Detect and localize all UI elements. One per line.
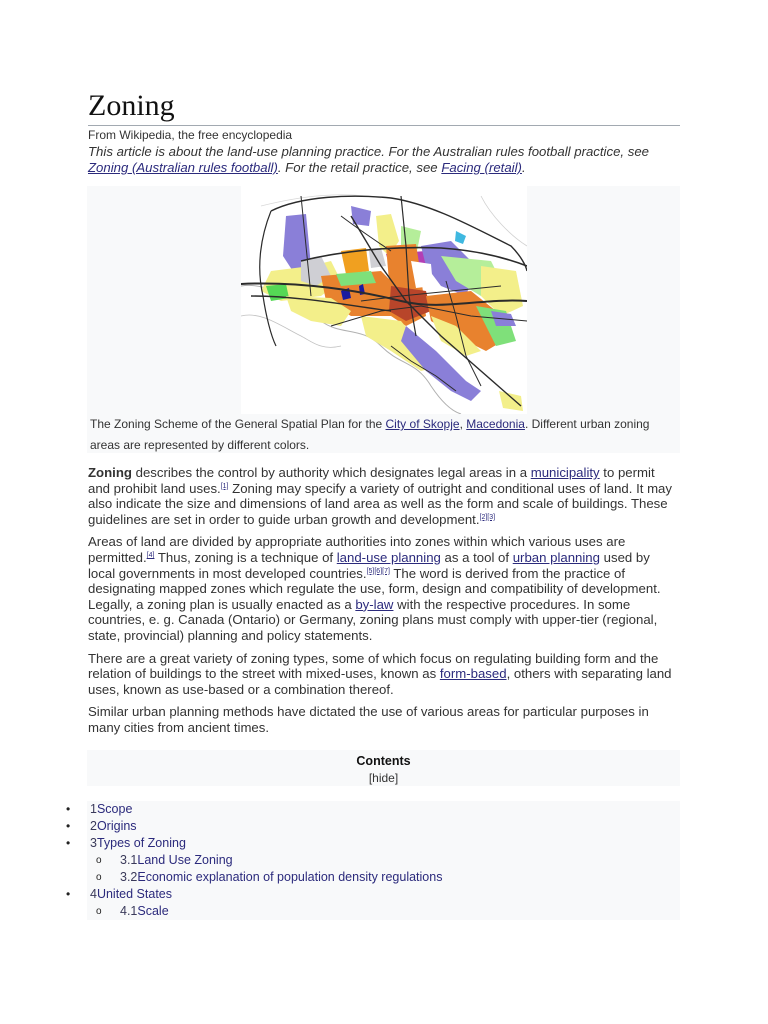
hatnote-text: . For the retail practice, see bbox=[277, 160, 442, 175]
toc-link[interactable]: United States bbox=[96, 887, 172, 901]
bullet-icon: • bbox=[66, 887, 71, 901]
paragraph-text: There are a great variety of zoning types, some of which focus on regulating building form and the relation of buildings to the street with mixed-uses, known as bbox=[88, 650, 659, 682]
toc-number: 4 bbox=[90, 887, 97, 901]
page-title: Zoning bbox=[88, 88, 680, 126]
reference-1[interactable]: [1] bbox=[220, 482, 229, 490]
caption-text: . Different urban zoning areas are represented by different colors. bbox=[90, 417, 650, 452]
toc-item-scope[interactable] bbox=[0, 801, 768, 818]
toc-number: 3 bbox=[90, 836, 97, 850]
paragraph-text: The word is derived from the practice of designating mapped zones which regulate the use, form, design and compatibility of development. Legally, a zoning plan is usually enacted as a bbox=[88, 565, 661, 612]
caption-text: The Zoning Scheme of the General Spatial Plan for the bbox=[90, 417, 386, 431]
bold-term: Zoning bbox=[88, 465, 132, 480]
toc-number: 1 bbox=[90, 802, 97, 816]
paragraph-text: Zoning may specify a variety of outright and conditional uses of land. It may also indicate the size and dimensions of land area as well as the form and scale of buildings. These guidelines are set in order to guide urban growth and development. bbox=[88, 480, 672, 527]
table-of-contents bbox=[0, 801, 768, 920]
reference-4[interactable]: [4] bbox=[146, 551, 155, 559]
hatnote-text: This article is about the land-use planning practice. For the Australian rules football practice, see bbox=[88, 144, 650, 159]
toc-item-types-of-zoning[interactable] bbox=[0, 835, 768, 852]
link-macedonia[interactable]: Macedonia bbox=[466, 417, 525, 431]
paragraph-text: to permit and prohibit land uses. bbox=[88, 465, 655, 496]
paragraph-intro bbox=[88, 465, 680, 527]
toc-item-united-states[interactable] bbox=[0, 886, 768, 903]
paragraph-text: as a tool of bbox=[440, 549, 513, 565]
paragraph-text: Similar urban planning methods have dictated the use of various areas for particular purposes in many cities from ancient times. bbox=[88, 704, 649, 735]
hatnote-text: . bbox=[521, 160, 526, 175]
toc-header bbox=[87, 750, 680, 786]
hatnote bbox=[88, 144, 680, 176]
toc-link[interactable]: Economic explanation of population density regulations bbox=[137, 870, 443, 884]
toc-item-origins[interactable] bbox=[0, 818, 768, 835]
reference-2[interactable]: [2] bbox=[479, 513, 488, 521]
link-city-of-skopje[interactable]: City of Skopje bbox=[385, 417, 460, 431]
paragraph-text: used by local governments in most developed countries. bbox=[88, 549, 650, 581]
zoning-map-image[interactable] bbox=[241, 186, 527, 414]
toc-link[interactable]: Land Use Zoning bbox=[137, 853, 233, 867]
toc-link[interactable]: Origins bbox=[96, 819, 137, 833]
article bbox=[88, 88, 680, 786]
paragraph-history bbox=[88, 704, 680, 735]
toc-number: 4.1 bbox=[120, 904, 138, 918]
caption-text: , bbox=[459, 417, 467, 431]
bullet-icon: • bbox=[66, 819, 71, 833]
skopje-zoning-map-icon bbox=[241, 186, 527, 414]
circle-bullet-icon: o bbox=[96, 906, 102, 917]
toc-item-scale[interactable] bbox=[0, 903, 768, 920]
toc-title: Contents bbox=[356, 753, 411, 768]
toc-number: 3.2 bbox=[120, 870, 138, 884]
paragraph-text: Thus, zoning is a technique of bbox=[154, 549, 337, 565]
link-by-law[interactable]: by-law bbox=[355, 596, 394, 612]
link-form-based[interactable]: form-based bbox=[439, 666, 507, 682]
circle-bullet-icon: o bbox=[96, 872, 102, 883]
figure-thumbnail bbox=[87, 186, 680, 453]
toc-item-economic-explanation[interactable] bbox=[0, 869, 768, 886]
toc-number: 2 bbox=[90, 819, 97, 833]
bullet-icon: • bbox=[66, 836, 71, 850]
reference-3[interactable]: [3] bbox=[487, 513, 496, 521]
link-urban-planning[interactable]: urban planning bbox=[512, 549, 600, 565]
reference-7[interactable]: [7] bbox=[382, 567, 390, 575]
paragraph-areas bbox=[88, 534, 680, 643]
paragraph-text: , others with separating land uses, known as use-based or a combination thereof. bbox=[88, 666, 672, 697]
toc-link[interactable]: Scope bbox=[96, 802, 133, 816]
figure-caption bbox=[90, 414, 670, 456]
toc-hide-toggle[interactable]: [hide] bbox=[368, 770, 399, 785]
circle-bullet-icon: o bbox=[96, 855, 102, 866]
paragraph-text: describes the control by authority which designates legal areas in a bbox=[131, 465, 531, 480]
link-municipality[interactable]: municipality bbox=[530, 465, 600, 480]
paragraph-text: with the respective procedures. In some countries, e. g. Canada (Ontario) or Germany, zoning plans must comply with upper-tier (regional, state, provincial) planning and policy statements. bbox=[88, 596, 658, 643]
reference-5[interactable]: [5] bbox=[366, 567, 375, 575]
site-tagline: From Wikipedia, the free encyclopedia bbox=[88, 128, 293, 142]
paragraph-types bbox=[88, 651, 680, 698]
link-facing-retail[interactable]: Facing (retail) bbox=[441, 160, 522, 175]
link-land-use-planning[interactable]: land-use planning bbox=[336, 549, 441, 565]
toc-item-land-use-zoning[interactable] bbox=[0, 852, 768, 869]
toc-link[interactable]: Scale bbox=[137, 904, 169, 918]
toc-number: 3.1 bbox=[120, 853, 138, 867]
paragraph-text: Areas of land are divided by appropriate authorities into zones within which various uses are permitted. bbox=[88, 534, 626, 565]
bullet-icon: • bbox=[66, 802, 71, 816]
reference-6[interactable]: [6] bbox=[374, 567, 383, 575]
link-zoning-australian-rules-football[interactable]: Zoning (Australian rules football) bbox=[88, 160, 278, 175]
toc-link[interactable]: Types of Zoning bbox=[96, 836, 186, 850]
